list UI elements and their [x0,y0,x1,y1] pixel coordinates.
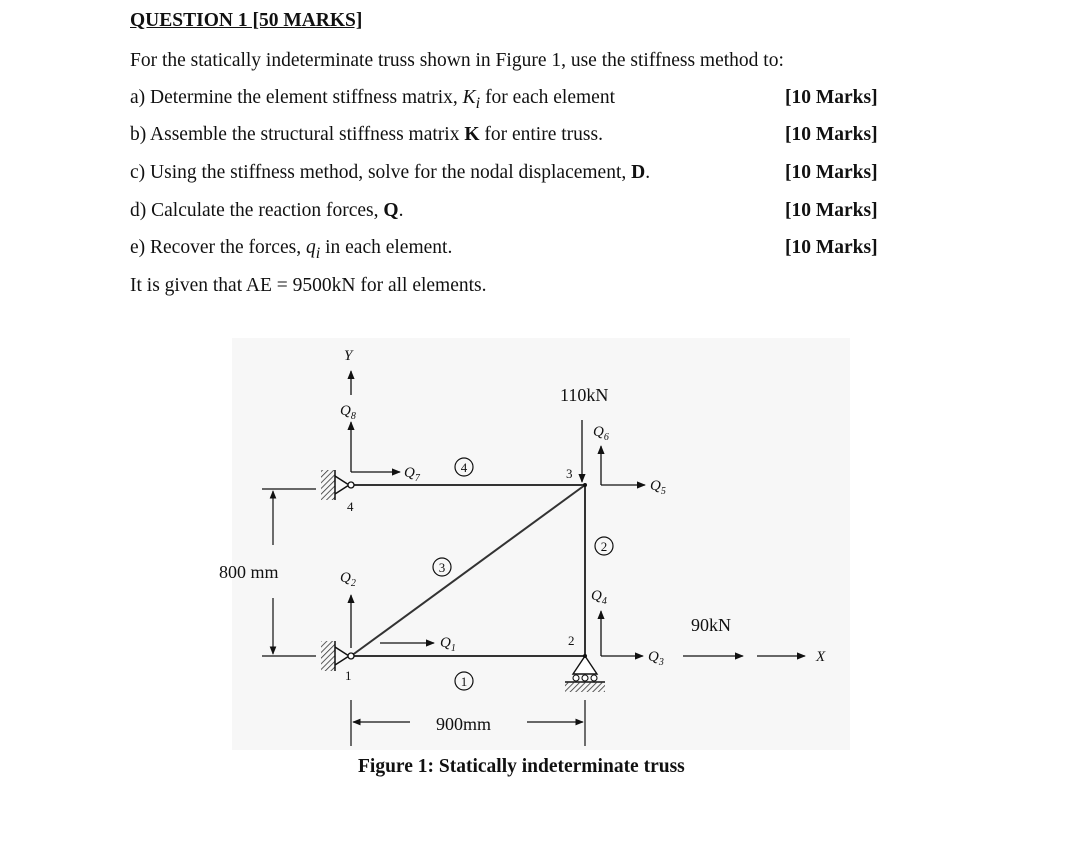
part-c: c) Using the stiffness method, solve for the nodal displacement, D. [130,162,651,183]
width-dimension-label: 900mm [436,714,492,734]
height-dimension-label: 800 mm [219,562,279,582]
node-label-3: 3 [566,466,573,481]
part-c-marks: [10 Marks] [785,162,878,183]
q2-label: $Q_2$ [340,570,356,589]
q1-label: $Q_1$ [440,635,456,654]
part-b-marks: [10 Marks] [785,124,878,145]
q6-label: $Q_6$ [593,424,609,443]
q3-label: $Q_3$ [648,649,664,668]
node-label-2: 2 [568,633,575,648]
node-2-joint [583,654,587,658]
svg-text:2: 2 [600,539,608,554]
y-axis-label: Y [344,348,353,364]
load-90kn-label: 90kN [691,615,731,635]
x-axis-label: X [816,649,826,665]
part-b: b) Assemble the structural stiffness matrix K for entire truss. [130,124,603,145]
part-e-marks: [10 Marks] [785,237,878,258]
node-label-1: 1 [345,668,352,683]
part-e: e) Recover the forces, $q_i$ in each element. [130,237,453,262]
truss-figure [0,330,1080,750]
q5-label: $Q_5$ [650,478,666,497]
part-d: d) Calculate the reaction forces, Q. [130,200,404,221]
part-a: a) Determine the element stiffness matrix, $K_i$ for each element [130,87,615,112]
svg-text:4: 4 [460,460,468,475]
part-a-marks: [10 Marks] [785,87,878,108]
node-3-joint [583,483,587,487]
load-110kn-label: 110kN [560,385,609,405]
q8-label: $Q_8$ [340,403,356,422]
node-label-4: 4 [347,499,354,514]
q7-label: $Q_7$ [404,465,420,484]
given-statement: It is given that AE = 9500kN for all elements. [130,275,487,296]
svg-text:3: 3 [438,560,446,575]
svg-text:1: 1 [460,674,468,689]
figure-background [232,338,850,750]
q4-label: $Q_4$ [591,588,607,607]
figure-caption: Figure 1: Statically indeterminate truss [358,756,685,777]
question-title: QUESTION 1 [50 MARKS] [130,10,363,31]
question-intro: For the statically indeterminate truss shown in Figure 1, use the stiffness method to: [130,50,784,71]
part-d-marks: [10 Marks] [785,200,878,221]
